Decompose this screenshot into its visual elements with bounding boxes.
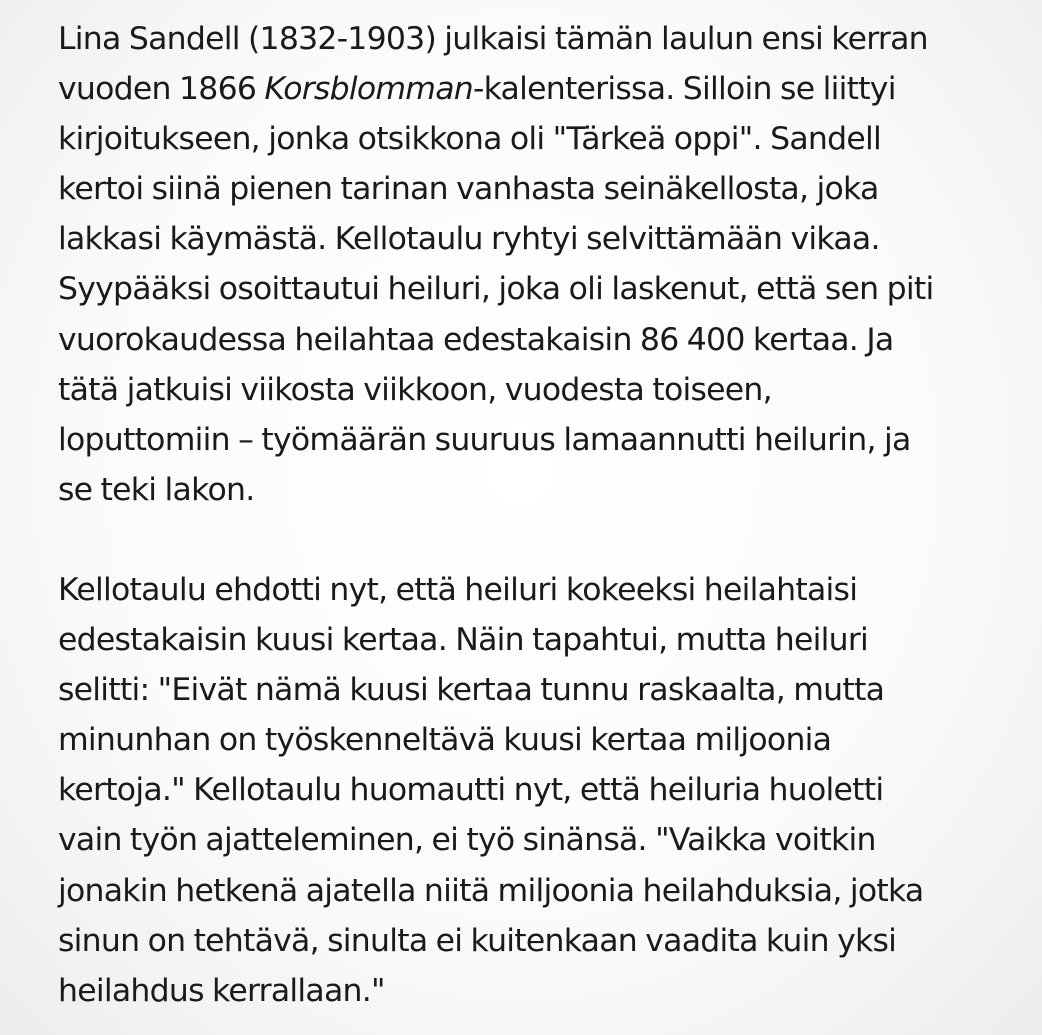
paragraph-1 bbox=[58, 14, 1033, 515]
publication-title: Korsblomman bbox=[264, 71, 473, 108]
text-line: vain työn ajatteleminen, ei työ sinänsä. "Vaikka voitkin bbox=[58, 822, 876, 859]
text-line: loputtomiin – työmäärän suuruus lamaannutti heilurin, ja bbox=[58, 421, 911, 458]
text-line: vuoden 1866 Korsblomman-kalenterissa. Silloin se liittyi bbox=[58, 71, 896, 108]
text-line: sinun on tehtävä, sinulta ei kuitenkaan vaadita kuin yksi bbox=[58, 922, 897, 959]
text-line: se teki lakon. bbox=[58, 471, 255, 508]
article-body bbox=[58, 14, 1033, 1016]
text-line: lakkasi käymästä. Kellotaulu ryhtyi selvittämään vikaa. bbox=[58, 221, 880, 258]
text-line: selitti: "Eivät nämä kuusi kertaa tunnu raskaalta, mutta bbox=[58, 672, 885, 709]
paragraph-2 bbox=[58, 565, 1033, 1016]
text-line: kirjoitukseen, jonka otsikkona oli "Tärkeä oppi". Sandell bbox=[58, 121, 881, 158]
text-line: tätä jatkuisi viikosta viikkoon, vuodesta toiseen, bbox=[58, 371, 772, 408]
text-line: minunhan on työskenneltävä kuusi kertaa miljoonia bbox=[58, 722, 832, 759]
text-line: Syypääksi osoittautui heiluri, joka oli laskenut, että sen piti bbox=[58, 271, 934, 308]
text-line: jonakin hetkenä ajatella niitä miljoonia heilahduksia, jotka bbox=[58, 872, 924, 909]
text-line: kertoja." Kellotaulu huomautti nyt, että heiluria huoletti bbox=[58, 772, 884, 809]
text-line: Lina Sandell (1832-1903) julkaisi tämän laulun ensi kerran bbox=[58, 21, 928, 57]
text-line: kertoi siinä pienen tarinan vanhasta seinäkellosta, joka bbox=[58, 171, 879, 208]
text-line: heilahdus kerrallaan." bbox=[58, 972, 385, 1009]
text-line: edestakaisin kuusi kertaa. Näin tapahtui, mutta heiluri bbox=[58, 622, 869, 659]
text-line: Kellotaulu ehdotti nyt, että heiluri kokeeksi heilahtaisi bbox=[58, 571, 858, 608]
text-line: vuorokaudessa heilahtaa edestakaisin 86 400 kertaa. Ja bbox=[58, 321, 894, 358]
